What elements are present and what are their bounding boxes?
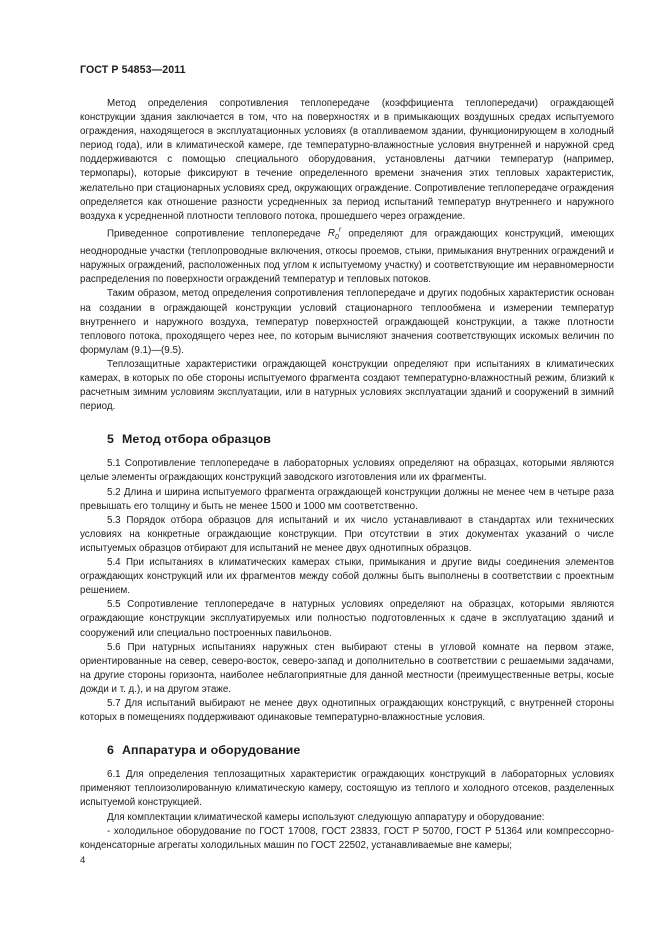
section-5-number: 5 — [107, 432, 114, 447]
page-content — [80, 97, 614, 853]
r0-symbol — [327, 226, 342, 242]
r-superscript: r — [338, 226, 342, 234]
section-5-title — [80, 432, 614, 446]
reduced-text-before: Приведенное сопротивление теплопередаче — [107, 228, 328, 240]
section-5-heading: Метод отбора образцов — [122, 432, 272, 447]
equipment-item-refrigeration: - холодильное оборудование по ГОСТ 17008, ГОСТ 23833, ГОСТ Р 50700, ГОСТ Р 51364 или компрессорно-конденсаторные агрегаты холодильных машин по ГОСТ 22502, устанавливаемые вне камеры; — [80, 825, 614, 851]
clause-5-7: 5.7 Для испытаний выбирают не менее двух однотипных ограждающих конструкций, с внутренней стороны которых в помещениях поддерживают одинаковые температурно-влажностные условия. — [80, 697, 614, 724]
intro-paragraph-2: Таким образом, метод определения сопротивления теплопередаче и других подобных характеристик основан на создании в ограждающей конструкции условий стационарного теплообмена и измерении температур внутреннего и наружного воздуха, температур поверхностей ограждающей конструкции, а также плотности теплового потока, проходящего через нее, по которым вычисляют значения соответствующих искомых величин по формулам (9.1)—(9.5). — [80, 288, 614, 356]
section-6-title — [80, 743, 614, 757]
section-6-heading: Аппаратура и оборудование — [122, 743, 301, 758]
clause-5-5: 5.5 Сопротивление теплопередаче в натурных условиях определяют на образцах, которыми являются ограждающие конструкции эксплуатируемых или полностью подготовленных к сдаче в эксплуатацию зданий и сооружений или специально построенных павильонов. — [80, 599, 614, 639]
r-symbol: R — [327, 228, 335, 240]
clause-5-4: 5.4 При испытаниях в климатических камерах стыки, примыкания и другие виды соединения элементов ограждающих конструкций или их фрагментов между собой должны быть выполнены в соответствии с проектным решением. — [80, 557, 614, 597]
clause-5-1: 5.1 Сопротивление теплопередаче в лабораторных условиях определяют на образцах, которыми являются целые элементы ограждающих конструкций заводского изготовления или их фрагменты. — [80, 458, 614, 484]
intro-paragraph-reduced-resistance — [80, 224, 614, 288]
equipment-intro: Для комплектации климатической камеры используют следующую аппаратуру и оборудование: — [107, 811, 545, 823]
intro-paragraph-1: Метод определения сопротивления теплопередаче (коэффициента теплопередачи) ограждающей конструкции здания заключается в том, что на поверхностях и в примыкающих воздушных средах испытуемого ограждения, находящегося в эксплуатационных условиях (в отапливаемом здании, функционирующем в холодный период года), или в климатической камере, где температурно-влажностные условия внутренней и наружной сред поддерживаются с помощью специального оборудования, установлены датчики температур (например, термопары), которые фиксируют в течение определенного времени значения этих тепловых характеристик, желательно при стационарных условиях сред, окружающих ограждение. Сопротивление теплопередаче ограждения определяется как отношение разности усредненных за период испытаний температур внутреннего и наружного воздуха к усредненной плотности теплового потока, прошедшего через ограждение. — [80, 98, 614, 222]
clause-6-1: 6.1 Для определения теплозащитных характеристик ограждающих конструкций в лабораторных условиях применяют теплоизолированную климатическую камеру, состоящую из теплого и холодного отсеков, разделенных испытуемой конструкцией. — [80, 769, 614, 809]
clause-5-2: 5.2 Длина и ширина испытуемого фрагмента ограждающей конструкции должны не менее чем в четыре раза превышать его толщину и быть не менее 1500 и 1000 мм соответственно. — [80, 486, 614, 512]
document-header: ГОСТ Р 54853—2011 — [80, 64, 186, 76]
r-subscript: 0 — [334, 234, 339, 242]
reduced-text-after: определяют для ограждающих конструкций, имеющих неоднородные участки (теплопроводные включения, откосы проемов, стыки, примыкания внутренних ограждений и наружных ограждений, расположенных под углом к испытуемому участку) и соответствующие им неравномерности распределения по поверхности ограждений температур и тепловых потоков. — [80, 228, 615, 286]
page-number: 4 — [80, 855, 86, 866]
intro-paragraph-3: Теплозащитные характеристики ограждающей конструкции определяют при испытаниях в климатических камерах, в которых по обе стороны испытуемого фрагмента создают температурно-влажностный режим, близкий к расчетным зимним условиям эксплуатации, или в натурных условиях эксплуатации зданий и сооружений в зимний период. — [80, 358, 614, 413]
clause-5-6: 5.6 При натурных испытаниях наружных стен выбирают стены в угловой комнате на первом этаже, ориентированные на север, северо-восток, северо-запад и дополнительно в соответствии с решаемыми задачами, на другие стороны горизонта, наиболее неблагоприятные для данной местности (преимущественные ветры, косые дожди и т. д.), и на другом этаже. — [80, 641, 614, 695]
clause-5-3: 5.3 Порядок отбора образцов для испытаний и их число устанавливают в стандартах или технических условиях на конкретные ограждающие конструкции. При отсутствии в этих документах указаний о числе испытуемых образцов отбирают для испытаний не менее двух однотипных образцов. — [80, 514, 614, 554]
section-6-number: 6 — [107, 743, 114, 758]
